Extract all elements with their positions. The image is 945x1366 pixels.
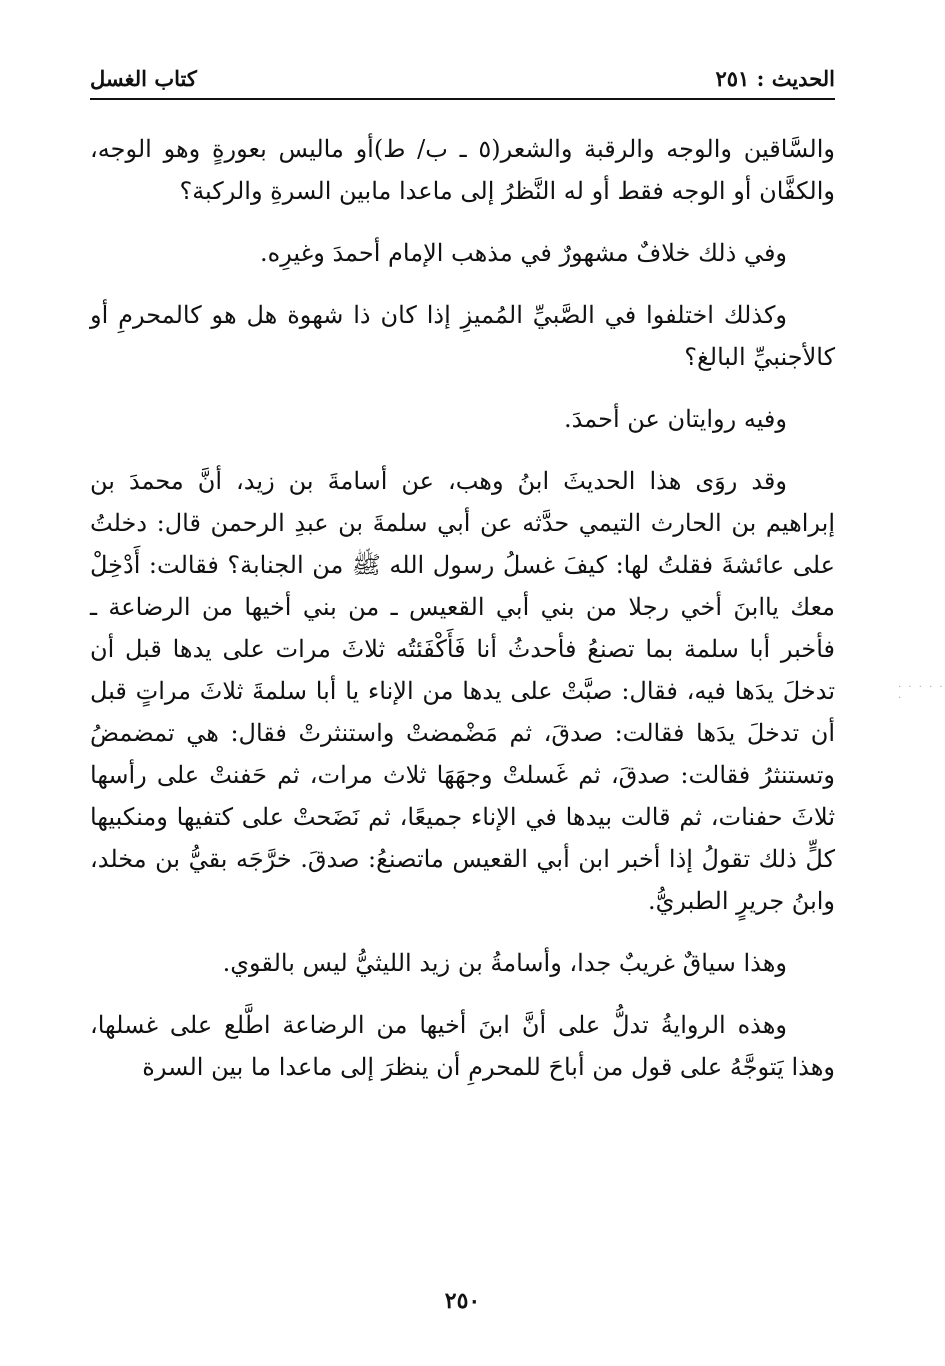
paragraph: والسَّاقين والوجه والرقبة والشعر(٥ ـ ب/ ط)أو ماليس بعورةٍ وهو الوجه، والكفَّان أو الوجه فقط أو له النَّظرُ إلى ماعدا مابين السرةِ والركبة؟ <box>90 135 835 205</box>
paragraph: وهذا سياقٌ غريبٌ جدا، وأسامةُ بن زيد الليثيُّ ليس بالقوي. <box>222 949 787 977</box>
margin-mark: · · · · · · <box>898 682 945 704</box>
chapter-title: كتاب الغسل <box>90 66 197 91</box>
page-number: ٢٥٠ <box>444 1288 481 1314</box>
hadith-reference: الحديث : ٢٥١ <box>715 66 835 91</box>
paragraph: وقد روَى هذا الحديثَ ابنُ وهب، عن أسامةَ بن زيد، أنَّ محمدَ بن إبراهيم بن الحارث التيمي حدَّثه عن أبي سلمةَ بن عبدِ الرحمن قال: دخلتُ على عائشةَ فقلتُ لها: كيفَ غسلُ رسول الله ﷺ من الجنابة؟ فقالت: أَدْخِلْ معك ياابنَ أخي رجلا من بني أبي القعيس ـ من بني أخيها من الرضاعة ـ فأخبر أبا سلمة بما تصنعُ فأحدثُ أنا فَأَكْفَئتُه ثلاثَ مرات على يدها قبل أن تدخلَ يدَها فيه، فقال: صبَّتْ على يدها من الإناء يا أبا سلمةَ ثلاثَ مراتٍ قبل أن تدخلَ يدَها فقالت: صدقَ، ثم مَضْمضتْ واستنثرتْ فقال: هي تمضمضُ وتستنثرُ فقالت: صدقَ، ثم غَسلتْ وجهَهَا ثلاث مرات، ثم حَفنتْ على رأسها ثلاثَ حفنات، ثم قالت بيدها في الإناء جميعًا، ثم نَضَحتْ على كتفيها ومنكبيها كلٍّ ذلك تقولُ إذا أخبر ابن أبي القعيس ماتصنعُ: صدقَ. خرَّجَه بقيُّ بن مخلد، وابنُ جريرٍ الطبريُّ. <box>90 467 836 915</box>
running-header <box>90 66 835 100</box>
paragraph: وهذه الروايةُ تدلُّ على أنَّ ابنَ أخيها من الرضاعة اطَّلع على غسلها، وهذا يَتوجَّهُ على قول من أباحَ للمحرمِ أن ينظرَ إلى ماعدا ما بين السرة <box>90 1011 835 1081</box>
body-text <box>90 128 835 1088</box>
paragraph: وفي ذلك خلافٌ مشهورٌ في مذهب الإمام أحمدَ وغيرِه. <box>259 239 787 267</box>
paragraph: وكذلك اختلفوا في الصَّبيِّ المُميزِ إذا كان ذا شهوة هل هو كالمحرمِ أو كالأجنبيِّ البالغ؟ <box>90 301 835 371</box>
paragraph: وفيه روايتان عن أحمدَ. <box>564 405 787 433</box>
book-page <box>90 66 835 1316</box>
